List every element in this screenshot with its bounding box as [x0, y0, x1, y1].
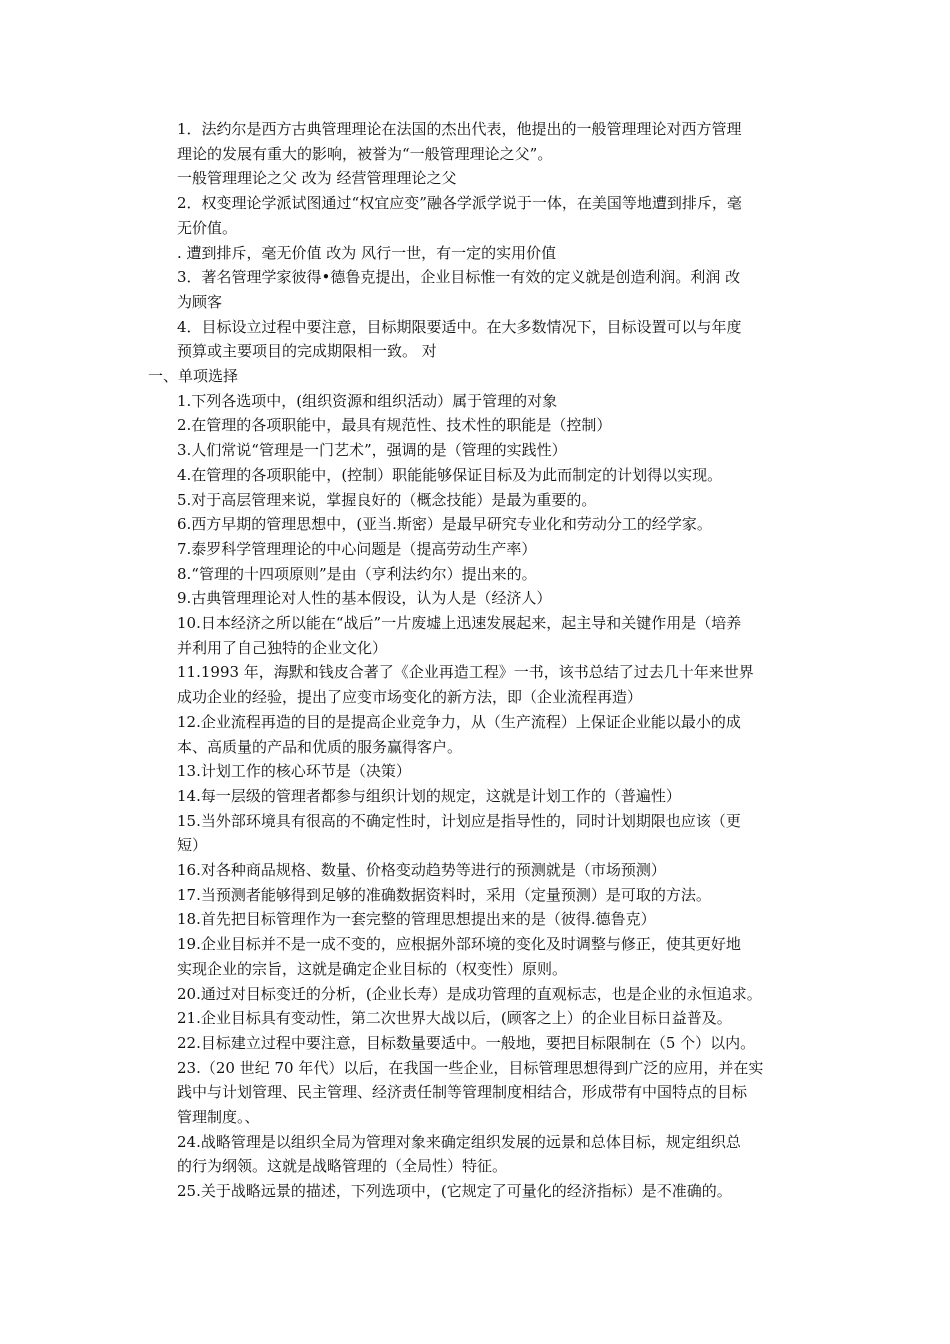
paragraph-line: 25.关于战略远景的描述，下列选项中，(它规定了可量化的经济指标）是不准确的。 — [177, 1182, 732, 1201]
paragraph-line: 4.在管理的各项职能中，(控制）职能能够保证目标及为此而制定的计划得以实现。 — [177, 465, 723, 484]
paragraph-line: 24.战略管理是以组织全局为管理对象来确定组织发展的远景和总体目标，规定组织总 — [177, 1132, 741, 1151]
paragraph-line: 成功企业的经验，提出了应变市场变化的新方法，即（企业流程再造） — [177, 688, 643, 707]
paragraph-line: 12.企业流程再造的目的是提高企业竞争力，从（生产流程）上保证企业能以最小的成 — [177, 712, 741, 731]
paragraph-line: 的行为纲领。这就是战略管理的（全局性）特征。 — [177, 1157, 508, 1176]
paragraph-line: 4．目标设立过程中要注意，目标期限要适中。在大多数情况下，目标设置可以与年度 — [177, 317, 742, 336]
paragraph-line: 17.当预测者能够得到足够的准确数据资料时，采用（定量预测）是可取的方法。 — [177, 885, 711, 904]
paragraph-line: 7.泰罗科学管理理论的中心问题是（提高劳动生产率） — [177, 539, 537, 558]
paragraph-line: 14.每一层级的管理者都参与组织计划的规定，这就是计划工作的（普遍性） — [177, 786, 681, 805]
paragraph-line: 实现企业的宗旨，这就是确定企业目标的（权变性）原则。 — [177, 959, 568, 978]
paragraph-line: 19.企业目标并不是一成不变的，应根据外部环境的变化及时调整与修正，使其更好地 — [177, 935, 741, 954]
paragraph-line: 为顾客 — [177, 292, 223, 311]
paragraph-line: 8.“管理的十四项原则”是由（亨利法约尔）提出来的。 — [177, 564, 537, 583]
section-heading: 一、单项选择 — [148, 367, 239, 385]
paragraph-line: 10.日本经济之所以能在“战后”一片废墟上迅速发展起来，起主导和关键作用是（培养 — [177, 614, 742, 632]
paragraph-line: 2．权变理论学派试图通过“权宜应变”融各学派学说于一体，在美国等地遭到排斥，毫 — [177, 194, 742, 213]
paragraph-line: 理论的发展有重大的影响，被誉为“一般管理理论之父”。 — [177, 144, 553, 163]
paragraph-line: 5.对于高层管理来说，掌握良好的（概念技能）是最为重要的。 — [177, 490, 597, 509]
paragraph-line: 1．法约尔是西方古典管理理论在法国的杰出代表，他提出的一般管理理论对西方管理 — [177, 120, 742, 138]
paragraph-line: 无价值。 — [177, 218, 238, 237]
paragraph-line: 16.对各种商品规格、数量、价格变动趋势等进行的预测就是（市场预测） — [177, 861, 666, 879]
paragraph-line: 1.下列各选项中，(组织资源和组织活动）属于管理的对象 — [177, 391, 558, 410]
paragraph-line: 9.古典管理理论对人性的基本假设，认为人是（经济人） — [177, 589, 552, 608]
paragraph-line: 3.人们常说“管理是一门艺术”，强调的是（管理的实践性） — [177, 441, 567, 460]
paragraph-line: 20.通过对目标变迁的分析，(企业长寿）是成功管理的直观标志，也是企业的永恒追求。 — [177, 984, 762, 1003]
paragraph-line: 18.首先把目标管理作为一套完整的管理思想提出来的是（彼得.德鲁克） — [177, 910, 656, 929]
paragraph-line: 22.目标建立过程中要注意，目标数量要适中。一般地，要把目标限制在（5 个）以内。 — [177, 1033, 756, 1052]
paragraph-line: 2.在管理的各项职能中，最具有规范性、技术性的职能是（控制） — [177, 416, 612, 435]
paragraph-line: 23.（20 世纪 70 年代）以后，在我国一些企业，目标管理思想得到广泛的应用，并在实 — [177, 1058, 764, 1077]
paragraph-line: 11.1993 年，海默和钱皮合著了《企业再造工程》一书，该书总结了过去几十年来世界 — [177, 663, 754, 682]
paragraph-line: 并利用了自己独特的企业文化） — [177, 638, 388, 657]
paragraph-line: 管理制度。、 — [177, 1108, 260, 1126]
paragraph-line: 践中与计划管理、民主管理、经济责任制等管理制度相结合，形成带有中国特点的目标 — [177, 1083, 748, 1102]
paragraph-line: 一般管理理论之父 改为 经营管理理论之父 — [177, 169, 457, 188]
paragraph-line: 13.计划工作的核心环节是（决策） — [177, 762, 411, 781]
paragraph-line: 3．著名管理学家彼得•德鲁克提出，企业目标惟一有效的定义就是创造利润。利润 改 — [177, 268, 741, 287]
paragraph-line: 短） — [177, 836, 208, 855]
paragraph-line: 本、高质量的产品和优质的服务赢得客户。 — [177, 737, 463, 756]
paragraph-line: 预算或主要项目的完成期限相一致。 对 — [177, 342, 437, 361]
paragraph-line: 21.企业目标具有变动性，第二次世界大战以后，(顾客之上）的企业目标日益普及。 — [177, 1009, 732, 1028]
paragraph-line: 15.当外部环境具有很高的不确定性时，计划应是指导性的，同时计划期限也应该（更 — [177, 811, 741, 830]
paragraph-line: 6.西方早期的管理思想中，(亚当.斯密）是最早研究专业化和劳动分工的经学家。 — [177, 515, 712, 534]
paragraph-line: . 遭到排斥，毫无价值 改为 风行一世，有一定的实用价值 — [177, 243, 557, 262]
